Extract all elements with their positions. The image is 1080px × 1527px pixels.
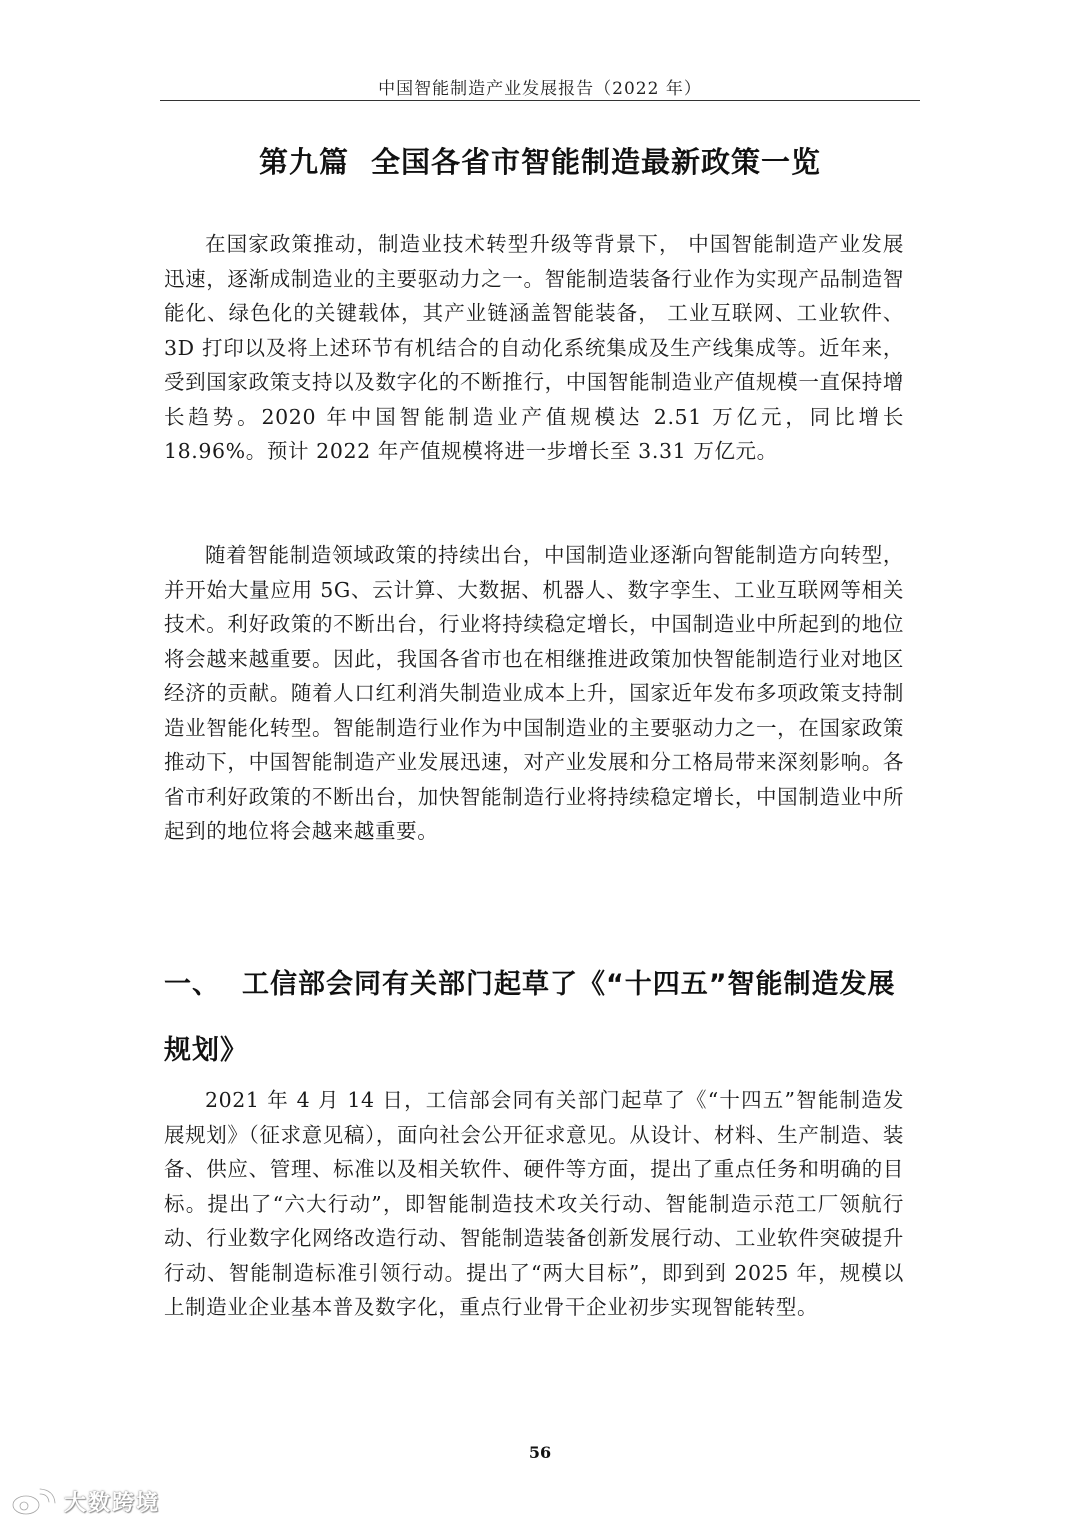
body-paragraph-1: 在国家政策推动，制造业技术转型升级等背景下， 中国智能制造产业发展迅速，逐渐成制造业的主要驱动力之一。智能制造装备行业作为实现产品制造智能化、绿色化的关键载体，其产业链涵盖智能装备， 工业互联网、工业软件、3D 打印以及将上述环节有机结合的自动化系统集成及生产线集成等。近年来，受到国家政策支持以及数字化的不断推行，中国智能制造业产值规模一直保持增长趋势。2020 年中国智能制造业产值规模达 2.51 万亿元，同比增长 18.96%。预计 2022 年产值规模将进一步增长至 3.31 万亿元。 [164,232,904,463]
body-paragraph-3: 2021 年 4 月 14 日，工信部会同有关部门起草了《“十四五”智能制造发展规划》（征求意见稿），面向社会公开征求意见。从设计、材料、生产制造、装备、供应、管理、标准以及相关软件、硬件等方面，提出了重点任务和明确的目标。提出了“六大行动”，即智能制造技术攻关行动、智能制造示范工厂领航行动、行业数字化网络改造行动、智能制造装备创新发展行动、工业软件突破提升行动、智能制造标准引领行动。提出了“两大目标”，即到到 2025 年，规模以上制造业企业基本普及数字化，重点行业骨干企业初步实现智能转型。 [164,1088,904,1319]
watermark-text: 大数跨境 [64,1491,161,1516]
chapter-title [160,140,920,181]
section-heading [164,952,904,1084]
chapter-title-text: 全国各省市智能制造最新政策一览 [371,145,822,179]
page-number: 56 [528,1443,552,1462]
section-title: 工信部会同有关部门起草了《“十四五”智能制造发展规划》 [164,969,896,1066]
running-header: 中国智能制造产业发展报告（2022 年） [378,79,702,99]
chapter-part: 第九篇 [258,145,349,179]
weibo-logo-icon [10,1488,58,1516]
watermark [10,1486,160,1517]
body-paragraph-2: 随着智能制造领域政策的持续出台，中国制造业逐渐向智能制造方向转型，并开始大量应用 5G、云计算、大数据、机器人、数字孪生、工业互联网等相关技术。利好政策的不断出台，行业将持续稳定增长，中国制造业中所起到的地位将会越来越重要。因此，我国各省市也在相继推进政策加快智能制造行业对地区经济的贡献。随着人口红利消失制造业成本上升，国家近年发布多项政策支持制造业智能化转型。智能制造行业作为中国制造业的主要驱动力之一，在国家政策推动下，中国智能制造产业发展迅速，对产业发展和分工格局带来深刻影响。各省市利好政策的不断出台，加快智能制造行业将持续稳定增长，中国制造业中所起到的地位将会越来越重要。 [164,543,904,843]
header-rule [160,100,920,101]
section-number: 一、 [164,969,220,1000]
